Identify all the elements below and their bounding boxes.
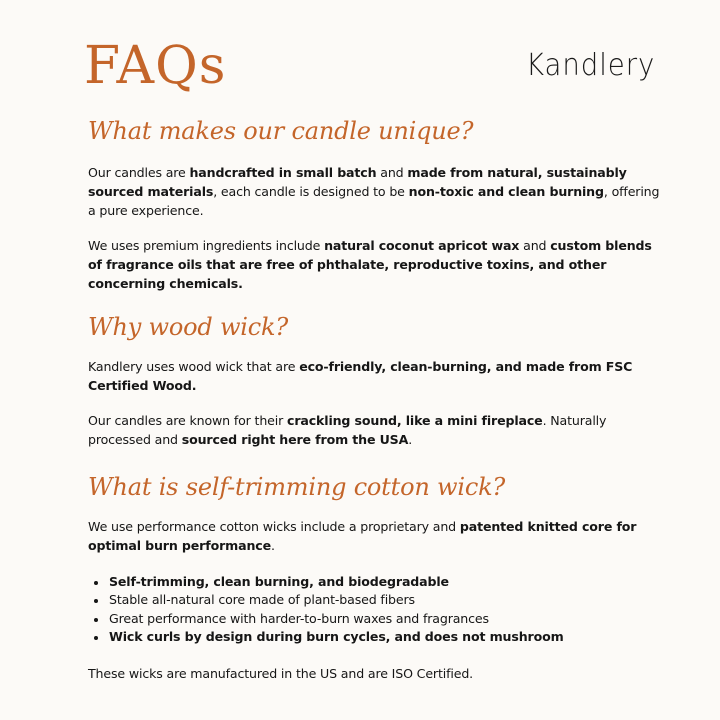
faq-content (88, 112, 668, 683)
wick-features-list (88, 573, 668, 647)
faq-question-wood-wick: Why wood wick? (88, 312, 289, 341)
faq-question-unique: What makes our candle unique? (88, 117, 474, 145)
list-item: • Great performance with harder-to-burn waxes and fragrances (108, 610, 668, 629)
faq-answer-paragraph: Our candles are known for their crackling sound, like a mini fireplace. Naturally processed and sourced right here from the USA. (88, 413, 607, 448)
faq-question-cotton-wick: What is self-trimming cotton wick? (88, 472, 506, 501)
faq-answer-paragraph: We use performance cotton wicks include a proprietary and patented knitted core for optimal burn performance. (88, 518, 637, 553)
faq-closing-note: These wicks are manufactured in the US and are ISO Certified. (88, 665, 474, 681)
brand-logo: Kandlery (526, 48, 656, 83)
list-item: • Stable all-natural core made of plant-based fibers (108, 591, 668, 610)
faq-answer-paragraph: We uses premium ingredients include natural coconut apricot wax and custom blends of fragrance oils that are free of phthalate, reproductive toxins, and other concerning chemicals. (88, 238, 652, 291)
list-item: • Wick curls by design during burn cycles, and does not mushroom (108, 628, 668, 647)
faq-answer-paragraph: Our candles are handcrafted in small batch and made from natural, sustainably sourced materials, each candle is designed to be non-toxic and clean burning, offering a pure experience. (88, 165, 660, 218)
list-item: • Self-trimming, clean burning, and biodegradable (108, 573, 668, 592)
faq-answer-paragraph: Kandlery uses wood wick that are eco-friendly, clean-burning, and made from FSC Certified Wood. (88, 358, 633, 393)
page-title: FAQs (84, 36, 227, 96)
